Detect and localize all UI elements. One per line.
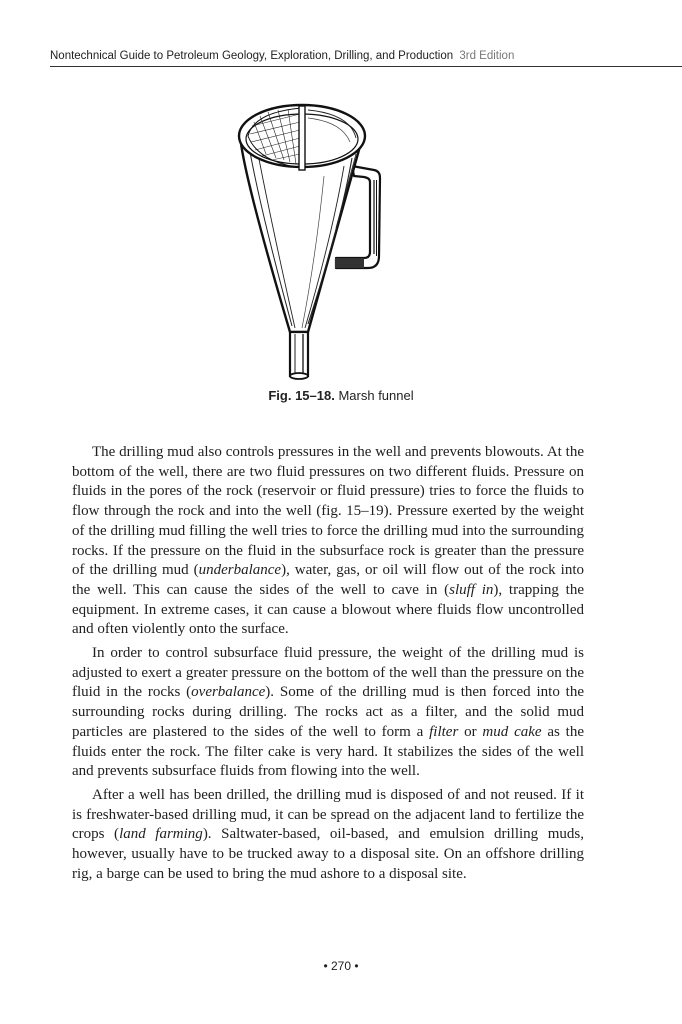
figure-caption-text: Marsh funnel [338, 388, 414, 403]
italic-term: sluff in [449, 581, 494, 598]
text-run: ), water, gas, or oil will flow out of the rock into the well. This can cause the sides of the well to cave in ( [72, 562, 584, 598]
figure-label: Fig. 15–18. [268, 388, 335, 403]
paragraph [72, 786, 584, 885]
text-run: or [458, 723, 483, 740]
paragraph [72, 443, 584, 640]
body-text [72, 443, 584, 888]
edition-label: 3rd Edition [459, 50, 515, 62]
italic-term: overbalance [191, 684, 266, 701]
text-run: ). Saltwater-based, oil-based, and emulsion drilling muds, however, usually have to be trucked away to a disposal site. On an offshore drilling rig, a barge can be used to bring the mud ashore to a disposal site. [72, 826, 584, 882]
marsh-funnel-icon [232, 96, 384, 386]
italic-term: underbalance [198, 562, 282, 579]
figure-caption [0, 388, 682, 403]
running-header [50, 48, 682, 67]
page-number: • 270 • [323, 959, 359, 973]
marsh-funnel-figure [232, 96, 384, 386]
italic-term: filter [429, 723, 459, 740]
book-title: Nontechnical Guide to Petroleum Geology, Exploration, Drilling, and Production [50, 50, 454, 62]
text-run: ), trapping the equipment. In extreme cases, it can cause a blowout where fluids flow uncontrolled and often violently onto the surface. [72, 581, 584, 638]
text-run: The drilling mud also controls pressures in the well and prevents blowouts. At the bottom of the well, there are two fluid pressures on two different fluids. Pressure on fluids in the pores of the rock (reservoir or fluid pressure) tries to force the fluids to flow through the rock and into the well (fig. 15–19). Pressure exerted by the weight of the drilling mud filling the well tries to force the drilling mud into the surrounding rocks. If the pressure on the fluid in the subsurface rock is greater than the pressure of the drilling mud ( [72, 444, 584, 579]
text-run: In order to control subsurface fluid pressure, the weight of the drilling mud is adjusted to exert a greater pressure on the bottom of the well than the pressure on the fluid in the rocks ( [72, 645, 584, 701]
paragraph [72, 644, 584, 782]
italic-term: land farming [119, 826, 203, 843]
text-run: ). Some of the drilling mud is then forced into the surrounding rocks during drilling. The rocks act as a filter, and the solid mud particles are plastered to the sides of the well to form a [72, 684, 584, 740]
text-run: as the fluids enter the rock. The filter cake is very hard. It stabilizes the sides of the well and prevents subsurface fluids from flowing into the well. [72, 723, 584, 780]
italic-term: mud cake [482, 723, 542, 740]
text-run: After a well has been drilled, the drilling mud is disposed of and not reused. If it is freshwater-based drilling mud, it can be spread on the adjacent land to fertilize the crops ( [72, 786, 584, 843]
